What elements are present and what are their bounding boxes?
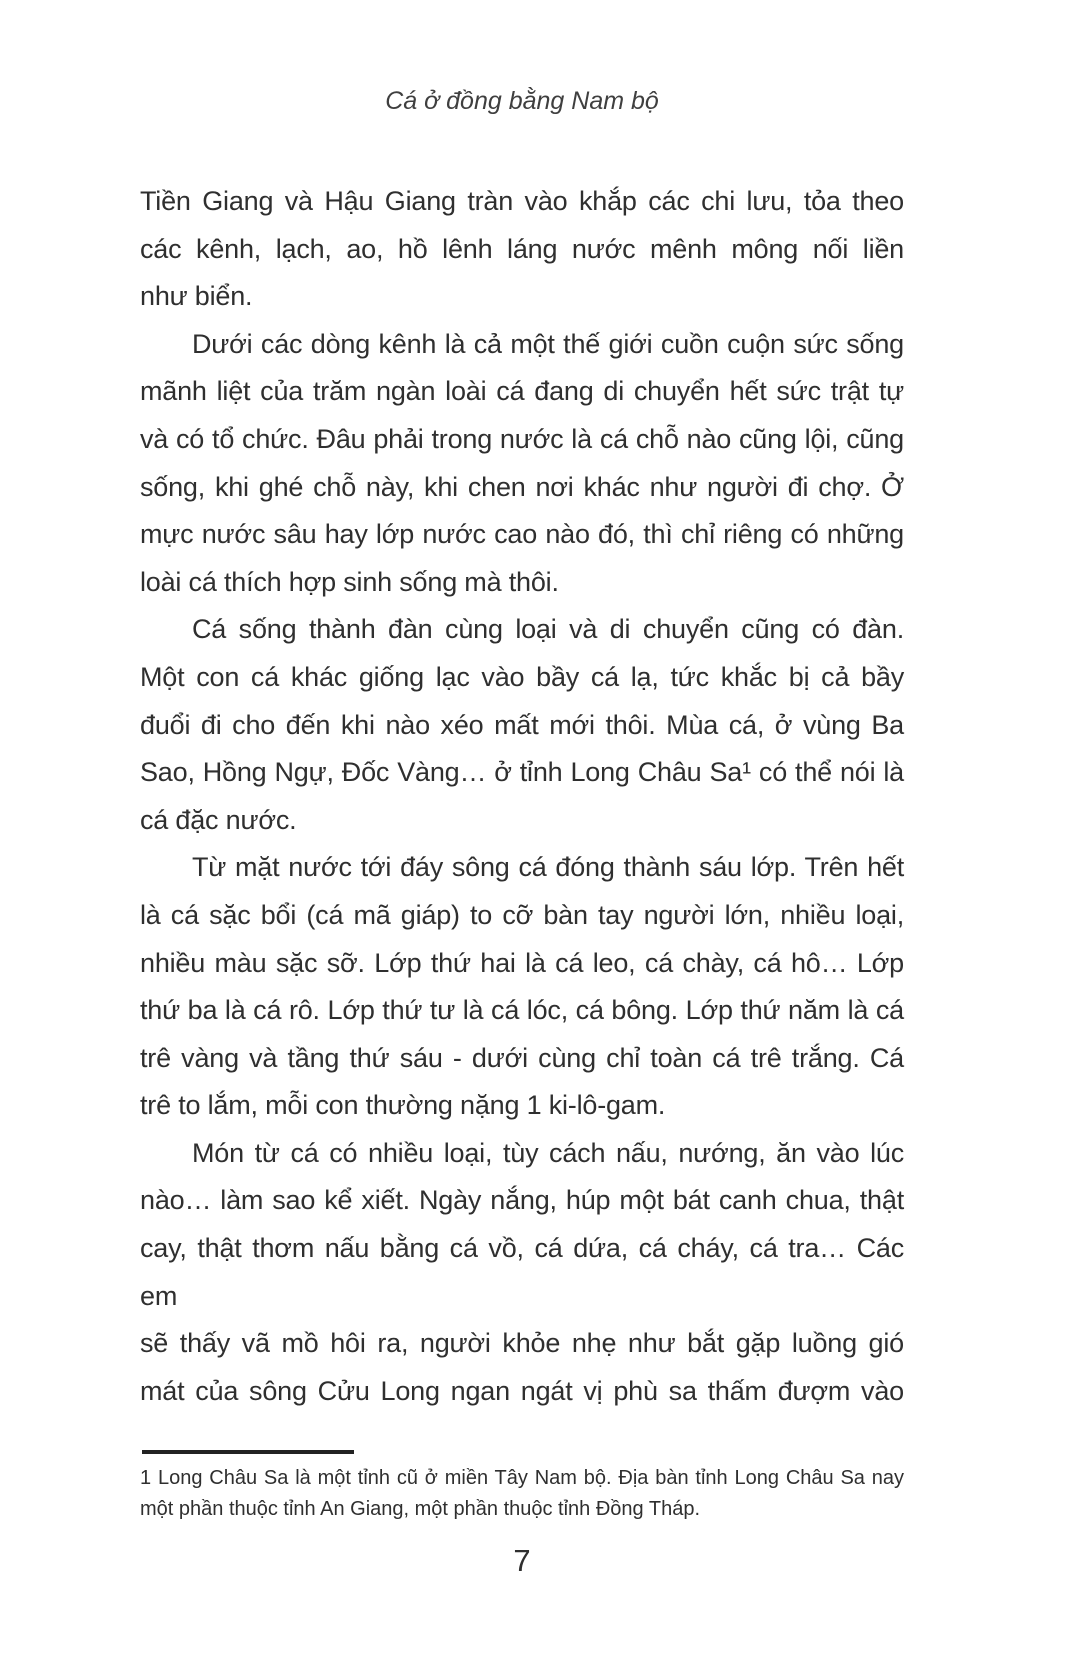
page-number: 7 xyxy=(513,1543,531,1578)
text-line: đuổi đi cho đến khi nào xéo mất mới thôi. Mùa cá, ở vùng Ba xyxy=(140,709,904,740)
text-line: Dưới các dòng kênh là cả một thế giới cuồn cuộn sức sống xyxy=(192,328,904,359)
text-line: Cá sống thành đàn cùng loại và di chuyển cũng có đàn. xyxy=(192,614,904,645)
text-line: trê vàng và tầng thứ sáu - dưới cùng chỉ toàn cá trê trắng. Cá xyxy=(140,1042,904,1073)
text-line: Tiền Giang và Hậu Giang tràn vào khắp các chi lưu, tỏa theo xyxy=(140,186,904,216)
text-line: mát của sông Cửu Long ngan ngát vị phù sa thấm đượm vào xyxy=(140,1375,904,1406)
text-line: các kênh, lạch, ao, hồ lênh láng nước mênh mông nối liền xyxy=(140,233,904,264)
body-text xyxy=(140,178,904,1415)
text-line: sống, khi ghé chỗ này, khi chen nơi khác như người đi chợ. Ở xyxy=(140,471,904,502)
footnote-line: 1 Long Châu Sa là một tỉnh cũ ở miền Tây Nam bộ. Địa bàn tỉnh Long Châu Sa nay xyxy=(140,1467,904,1489)
text-line: sẽ thấy vã mồ hôi ra, người khỏe nhẹ như bắt gặp luồng gió xyxy=(140,1328,904,1359)
text-line: Món từ cá có nhiều loại, tùy cách nấu, nướng, ăn vào lúc xyxy=(192,1137,904,1168)
footnote-divider xyxy=(142,1450,354,1454)
text-line: trê to lắm, mỗi con thường nặng 1 ki-lô-gam. xyxy=(140,1090,666,1121)
text-line: nhiều màu sặc sỡ. Lớp thứ hai là cá leo, cá chày, cá hô… Lớp xyxy=(140,947,904,978)
text-line: là cá sặc bổi (cá mã giáp) to cỡ bàn tay người lớn, nhiều loại, xyxy=(140,899,904,930)
text-line: cay, thật thơm nấu bằng cá vồ, cá dứa, cá cháy, cá tra… Các em xyxy=(140,1233,904,1311)
text-line: Một con cá khác giống lạc vào bầy cá lạ, tức khắc bị cả bầy xyxy=(140,661,904,692)
text-line: thứ ba là cá rô. Lớp thứ tư là cá lóc, cá bông. Lớp thứ năm là cá xyxy=(140,995,904,1026)
text-line: Từ mặt nước tới đáy sông cá đóng thành sáu lớp. Trên hết xyxy=(192,852,904,883)
text-line: và có tổ chức. Đâu phải trong nước là cá chỗ nào cũng lội, cũng xyxy=(140,423,904,454)
footnote-line: một phần thuộc tỉnh An Giang, một phần thuộc tỉnh Đồng Tháp. xyxy=(140,1498,701,1520)
text-line: cá đặc nước. xyxy=(140,804,297,835)
text-line: Sao, Hồng Ngự, Đốc Vàng… ở tỉnh Long Châu Sa¹ có thể nói là xyxy=(140,757,904,788)
footnote xyxy=(140,1463,904,1525)
text-line: nào… làm sao kể xiết. Ngày nắng, húp một bát canh chua, thật xyxy=(140,1185,904,1216)
text-line: loài cá thích hợp sinh sống mà thôi. xyxy=(140,566,559,597)
text-line: như biển. xyxy=(140,281,253,312)
text-line: mãnh liệt của trăm ngàn loài cá đang di chuyển hết sức trật tự xyxy=(140,376,904,407)
text-line: mực nước sâu hay lớp nước cao nào đó, thì chỉ riêng có những xyxy=(140,519,904,550)
running-head-title: Cá ở đồng bằng Nam bộ xyxy=(385,87,659,115)
